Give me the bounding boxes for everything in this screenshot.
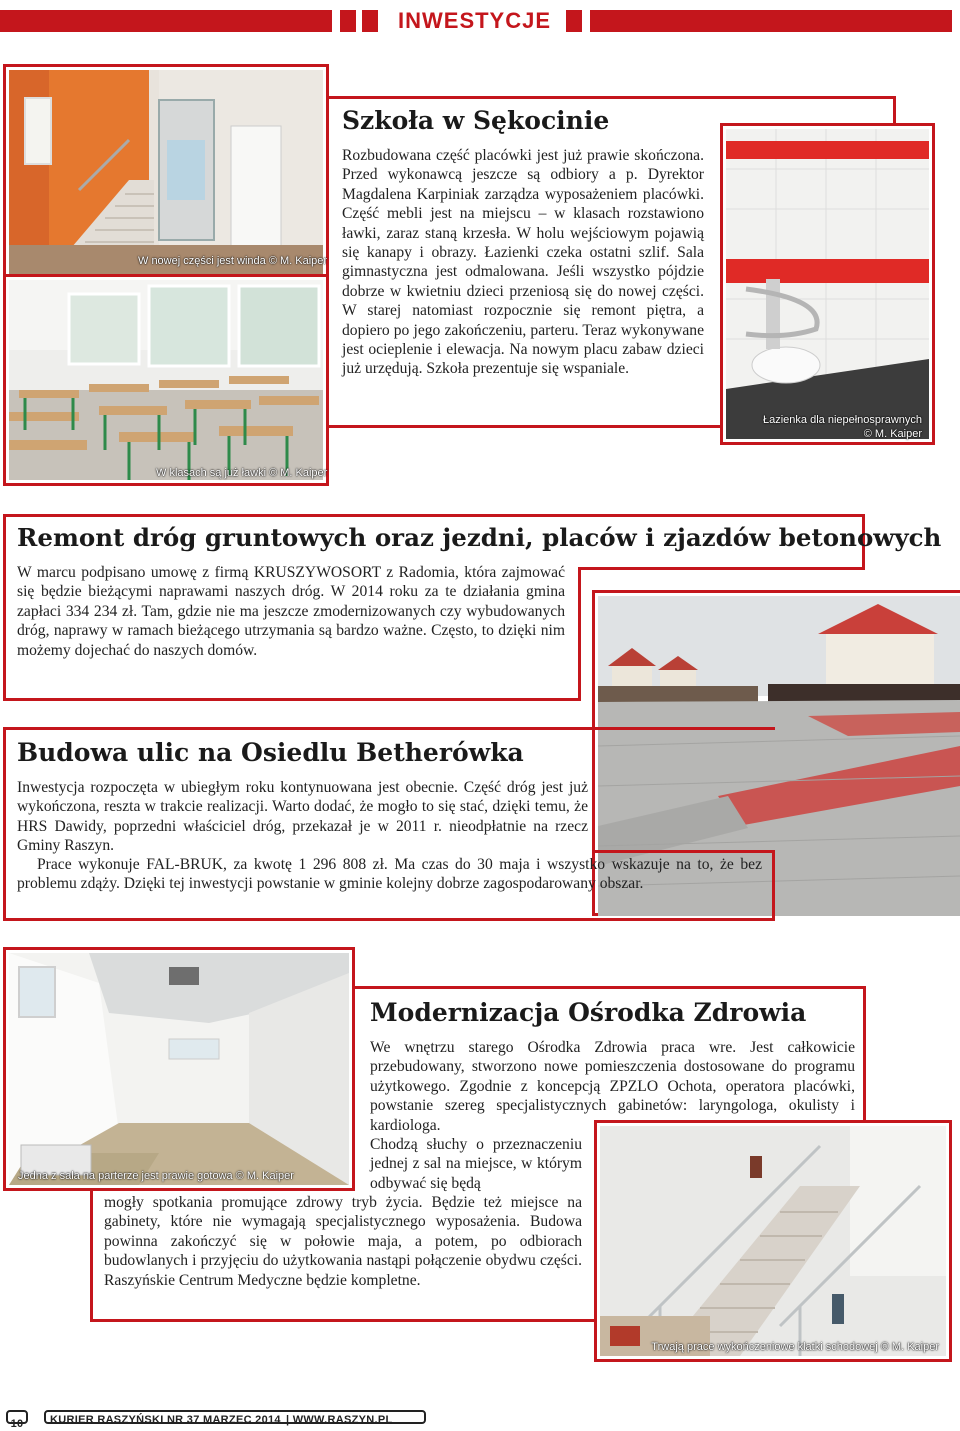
betherowka-article-title: Budowa ulic na Osiedlu Betherówka bbox=[17, 738, 524, 767]
health-text-middle: Chodzą słuchy o przeznaczeniu jednej z sal na miejsce, w którym odbywać się będą bbox=[370, 1136, 582, 1192]
hall-photo-caption: Jedna z sala na parterze jest prawie gotowa © M. Kaiper bbox=[18, 1170, 294, 1182]
page-footer bbox=[0, 1404, 960, 1429]
page-header bbox=[0, 0, 960, 44]
publication-name: KURIER RASZYŃSKI NR 37 MARZEC 2014 bbox=[50, 1414, 281, 1426]
header-bar-right bbox=[590, 10, 952, 32]
betherowka-paragraph-1: Inwestycja rozpoczęta w ubiegłym roku kontynuowana jest obecnie. Część dróg jest już wykończona, reszta w trakcie realizacji. Warto dodać, że mogło to się stać, dzięki temu, że HRS Dawidy, poprzedni właściciel dróg, przekazał je w 2011 r. nieodpłatnie na rzecz Gminy Raszyn. bbox=[17, 779, 588, 855]
bathroom-photo-frame bbox=[720, 123, 935, 445]
publication-box bbox=[44, 1410, 426, 1424]
stairwell-photo-frame bbox=[594, 1120, 952, 1362]
stairs-photo-frame bbox=[3, 64, 329, 280]
health-text-bottom: mogły spotkania promujące zdrowy tryb życia. Będzie też miejsce na gabinety, które nie wymagają specjalistycznego wyposażenia. Budowa powinna zakończyć się w połowie maja, a potem, po odbiorach budowlanych i przyjęciu do użytkowania nastąpi połączenie obydwu części. Raszyńskie Centrum Medyczne będzie kompletne. bbox=[104, 1194, 582, 1289]
stairs-photo bbox=[9, 70, 323, 274]
roads-article-title: Remont dróg gruntowych oraz jezdni, placów i zjazdów betonowych bbox=[17, 523, 942, 552]
header-square-3 bbox=[566, 10, 582, 32]
betherowka-paragraph-2: Prace wykonuje FAL-BRUK, za kwotę 1 296 808 zł. Ma czas do 30 maja i wszystko wskazuje na to, że bez problemu zdąży. Dzięki tej inwestycji powstanie w gminie kolejny dobrze zagospodarowany obszar. bbox=[17, 856, 762, 893]
page-number: 10 bbox=[10, 1418, 24, 1430]
stairs-photo-caption: W nowej części jest winda © M. Kaiper bbox=[138, 255, 328, 267]
school-article-title: Szkoła w Sękocinie bbox=[342, 106, 610, 135]
stairwell-photo bbox=[600, 1126, 946, 1356]
header-square-2 bbox=[362, 10, 378, 32]
bathroom-photo bbox=[726, 129, 929, 439]
classroom-photo-caption: W klasach są już ławki © M. Kaiper bbox=[156, 467, 328, 479]
classroom-photo bbox=[9, 280, 323, 480]
bathroom-caption-line2: © M. Kaiper bbox=[863, 428, 922, 440]
classroom-photo-frame bbox=[3, 274, 329, 486]
hall-photo-frame bbox=[3, 947, 355, 1191]
betherowka-frame-corner bbox=[592, 850, 775, 853]
roads-article-text: W marcu podpisano umowę z firmą KRUSZYWOSORT z Radomia, która zajmować się będzie bieżącymi naprawami naszych dróg. W 2014 roku za te działania gmina zapłaci 334 234 zł. Tam, gdzie nie ma jeszcze zmodernizowanych czy wybudowanych dróg, naprawy w ramach bieżącego utrzymania są bardzo ważne. Często, to dzięki nim możemy dojechać do naszych domów. bbox=[17, 564, 565, 659]
health-text-top: We wnętrzu starego Ośrodka Zdrowia praca wre. Jest całkowicie przebudowany, stworzono nowe pomieszczenia dostosowane do programu użytkowego. Zgodnie z koncepcją ZPZLO Ochota, operatora placówki, powstanie szereg specjalistycznych gabinetów: laryngologa, okulisty i kardiologa. bbox=[370, 1039, 855, 1134]
footer-separator: | bbox=[285, 1414, 293, 1426]
header-bar-left bbox=[0, 10, 332, 32]
page-number-box bbox=[6, 1410, 28, 1430]
section-title: INWESTYCJE bbox=[398, 8, 552, 33]
bathroom-caption-line1: Łazienka dla niepełnosprawnych bbox=[763, 414, 922, 426]
hall-photo bbox=[9, 953, 349, 1185]
school-article-text: Rozbudowana część placówki jest już prawie skończona. Przed wykonawcą jeszcze są odbiory a p. Dyrektor Magdalena Karpiniak zarządza wyposażeniem placówki. Część mebli jest na miejscu – w klasach rozstawiono ławki, zaraz staną krzesła. W holu wejściowym pojawią się kanapy i obrazy. Łazienki czeka ostatni szlif. Sala gimnastyczna jest odmalowana. Jeśli wszystko pójdzie dobrze w kwietniu dzieci przeniosą się do nowej części. W starej natomiast rozpocznie się remont piętra, a dopiero po jego zakończeniu, parteru. Teraz wykonywane jest ocieplenie i elewacja. Na nowym placu zabaw dzieci już urzędują. Szkoła prezentuje się wspaniale. bbox=[342, 147, 704, 378]
header-square-1 bbox=[340, 10, 356, 32]
health-article-title: Modernizacja Ośrodka Zdrowia bbox=[370, 998, 807, 1027]
stairwell-photo-caption: Trwają prace wykończeniowe klatki schodowej © M. Kaiper bbox=[651, 1341, 939, 1353]
website-link[interactable]: WWW.RASZYN.PL bbox=[292, 1414, 393, 1426]
betherowka-frame-right bbox=[772, 850, 775, 921]
